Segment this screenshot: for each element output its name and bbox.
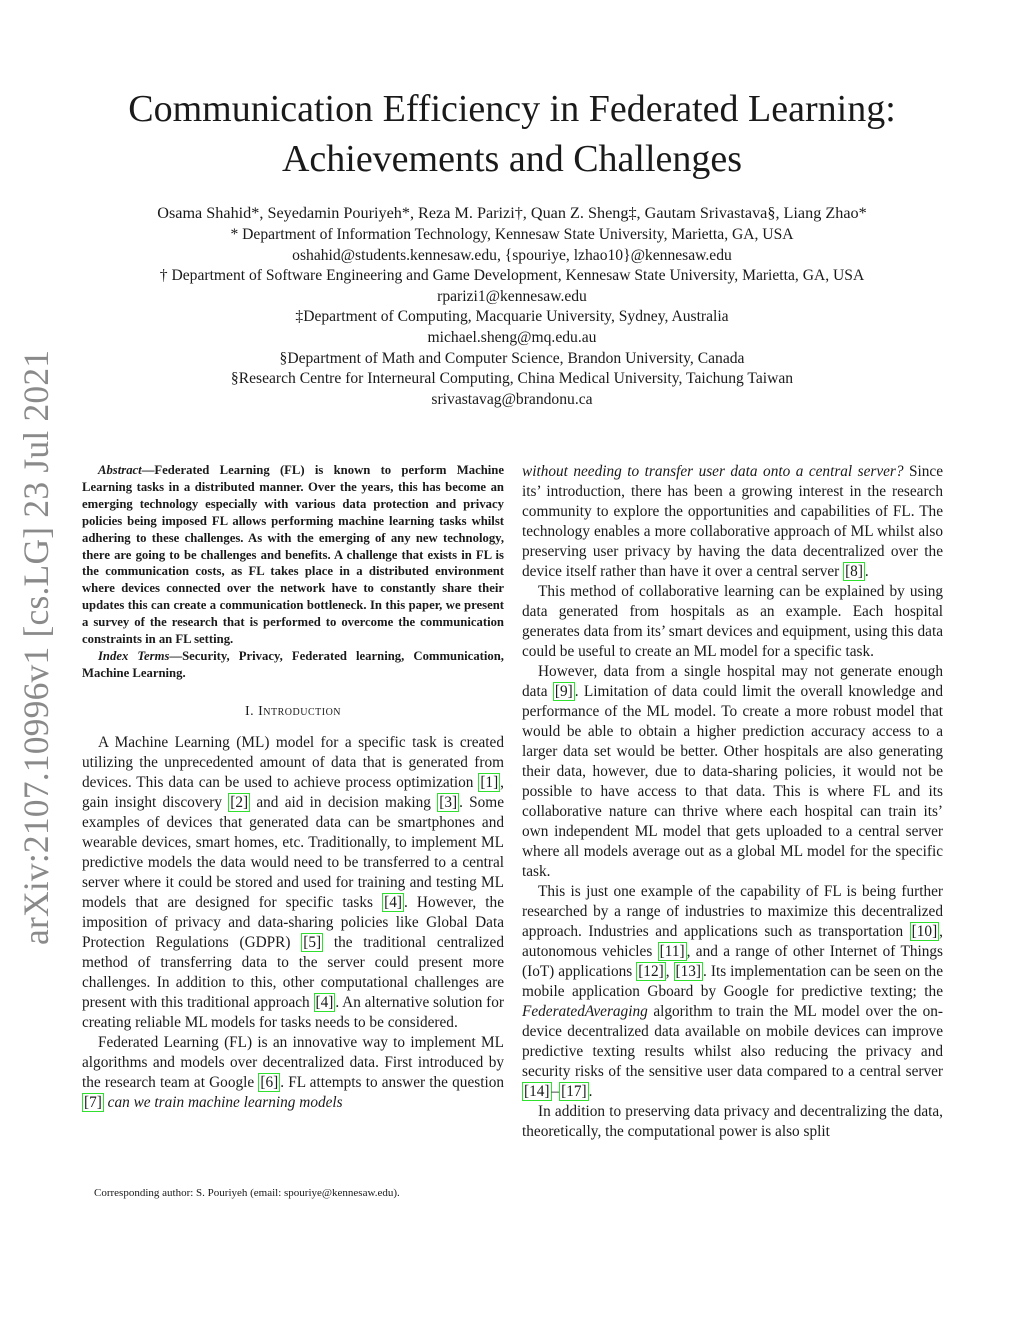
text-run: . Limitation of data could limit the overall knowledge and performance of the ML model. To create a more robust model that would be able to obtain a higher prediction accuracy access to a larger data set would be better. Other hospitals are also generating their data, however, due to data-sharing policies, it would not be possible to have access to that data. This is where FL and its collaborative nature can thrive where each hospital can train its’ own independent ML model that gets uploaded to a central server where all models average out as a global ML model for the specific task. <box>522 683 943 880</box>
intro-paragraph-4 <box>522 662 943 882</box>
text-run: , <box>665 963 674 980</box>
text-run: . FL attempts to answer the question <box>280 1073 504 1091</box>
citation-link[interactable]: [1] <box>480 773 499 791</box>
citation-link[interactable]: [10] <box>911 923 938 940</box>
left-column <box>82 462 504 1113</box>
text-run: , and a range of other Internet of Things (IoT) applications <box>522 943 943 980</box>
text-run: , gain insight discovery <box>82 773 504 811</box>
index-terms-label: Index Terms <box>98 648 170 663</box>
citation-link[interactable]: [4] <box>384 893 402 911</box>
citation-link[interactable]: [9] <box>554 683 573 700</box>
research-question-continued: without needing to transfer user data onto a central server? <box>522 463 904 480</box>
text-run: . An alternative solution for creating reliable ML models for tasks needs to be considered. <box>82 993 505 1031</box>
email-1: oshahid@students.kennesaw.edu, {spouriye, lzhao10}@kennesaw.edu <box>292 246 732 264</box>
author-names: Osama Shahid*, Seyedamin Pouriyeh*, Reza M. Parizi†, Quan Z. Sheng‡, Gautam Srivastava§, Liang Zhao* <box>157 204 867 222</box>
text-run: This is just one example of the capability of FL is being further researched by a range of industries to maximize this decentralized approach. Industries and applications such as transportation <box>522 883 943 940</box>
abstract-text: —Federated Learning (FL) is known to perform Machine Learning tasks in a distributed manner. Over the years, this has become an emerging technology especially with various data protection and privacy policies being imposed FL allows performing machine learning tasks whilst adhering to these challenges. As with the emerging of any new technology, there are going to be challenges and benefits. A challenge that exists in FL is the communication costs, as FL takes place in a distributed environment where devices connected over the network have to constantly share their updates this can create a communication bottleneck. In this paper, we present a survey of the research that is performed to overcome the communication constraints in an FL setting. <box>82 463 504 647</box>
affiliation-4: §Department of Math and Computer Science, Brandon University, Canada <box>279 349 745 367</box>
intro-paragraph-1 <box>82 733 504 1033</box>
citation-link[interactable]: [13] <box>675 963 702 980</box>
citation-link[interactable]: [8] <box>845 563 863 580</box>
text-run: algorithm to train the ML model over the on-device decentralized data available on mobile devices can improve predictive texting results whilst also reducing the privacy and security risks of the sensitive user data compared to a central server <box>522 1003 943 1080</box>
section-number: I. <box>244 703 255 719</box>
affiliation-1: * Department of Information Technology, Kennesaw State University, Marietta, GA, USA <box>230 226 794 243</box>
abstract <box>82 462 504 648</box>
citation-link[interactable]: [3] <box>439 793 458 811</box>
abstract-label: Abstract <box>98 463 142 477</box>
text-run: . However, the imposition of privacy and data-sharing policies like Global Data Protection Regulations (GDPR) <box>82 893 504 951</box>
text-run: A Machine Learning (ML) model for a specific task is created utilizing the unprecedented amount of data that is generated from devices. This data can be used to achieve process optimization <box>82 733 504 791</box>
text-run: the traditional centralized method of transferring data to the server could present more challenges. In addition to this, other computational challenges are present with this traditional approach <box>82 933 504 1011</box>
citation-link[interactable]: [4] <box>315 993 334 1011</box>
section-heading-introduction <box>82 702 504 722</box>
citation-link[interactable]: [11] <box>659 943 685 960</box>
text-run: . <box>588 1083 593 1100</box>
citation-link[interactable]: [5] <box>303 933 322 951</box>
text-run: . <box>864 563 869 580</box>
text-run: However, data from a single hospital may not generate enough data <box>522 663 943 700</box>
intro-paragraph-3: This method of collaborative learning can be explained by using data generated from hospitals as an example. Each hospital generates data from its’ smart devices and equipment, using this data could be useful to create an ML model for a specific task. <box>522 583 943 660</box>
citation-link[interactable]: [6] <box>260 1073 279 1091</box>
index-terms <box>82 648 504 682</box>
citation-range-dash: – <box>551 1083 560 1100</box>
text-run: , autonomous vehicles <box>522 923 943 960</box>
text-run: Since its’ introduction, there has been a growing interest in the research community to explore the opportunities and capabilities of FL. The technology enables a more collaborative approach of ML whilst also preserving user privacy by having the data decentralized over the device itself rather than have it over a central server <box>522 463 944 580</box>
author-block <box>60 202 964 410</box>
citation-link[interactable]: [12] <box>638 963 664 980</box>
section-title: Introduction <box>258 703 342 719</box>
intro-paragraph-2-continued <box>522 462 943 582</box>
citation-link[interactable]: [2] <box>230 793 249 811</box>
email-2: rparizi1@kennesaw.edu <box>437 287 587 305</box>
intro-paragraph-6: In addition to preserving data privacy and decentralizing the data, theoretically, the computational power is also split <box>522 1103 943 1140</box>
research-question: can we train machine learning models <box>103 1093 343 1111</box>
citation-link[interactable]: [7] <box>84 1093 102 1111</box>
intro-paragraph-2 <box>82 1033 504 1113</box>
text-run: . Some examples of devices that generated data can be smartphones and wearable devices, smart homes, etc. Traditionally, to implement ML predictive models the data would need to be transferred to a central server where it could be stored and used for training and testing ML models that are designed for specific tasks <box>82 793 504 911</box>
email-4: srivastavag@brandonu.ca <box>431 390 593 408</box>
arxiv-identifier-stamp: arXiv:2107.10996v1 [cs.LG] 23 Jul 2021 <box>16 349 56 945</box>
paper-title <box>60 84 964 184</box>
right-column <box>522 462 943 1142</box>
affiliation-3: ‡Department of Computing, Macquarie University, Sydney, Australia <box>295 308 729 326</box>
text-run: . Its implementation can be seen on the mobile application Gboard by Google for predictive texting; the <box>522 963 943 1000</box>
citation-link[interactable]: [17] <box>561 1083 587 1100</box>
email-3: michael.sheng@mq.edu.au <box>427 328 597 346</box>
intro-paragraph-5 <box>522 882 943 1102</box>
algorithm-name: FederatedAveraging <box>522 1003 648 1020</box>
index-terms-text: —Security, Privacy, Federated learning, Communication, Machine Learning. <box>82 648 504 680</box>
title-line-1: Communication Efficiency in Federated Learning: <box>128 88 896 130</box>
text-run: and aid in decision making <box>250 793 438 811</box>
affiliation-5: §Research Centre for Interneural Computing, China Medical University, Taichung Taiwan <box>230 370 794 388</box>
affiliation-2: † Department of Software Engineering and Game Development, Kennesaw State University, Marietta, GA, USA <box>159 267 865 285</box>
text-run: Federated Learning (FL) is an innovative way to implement ML algorithms and models over decentralized data. First introduced by the research team at Google <box>82 1033 504 1091</box>
title-line-2: Achievements and Challenges <box>281 138 743 180</box>
corresponding-author-footnote: Corresponding author: S. Pouriyeh (email: spouriye@kennesaw.edu). <box>94 1187 400 1199</box>
citation-link[interactable]: [14] <box>524 1083 550 1100</box>
